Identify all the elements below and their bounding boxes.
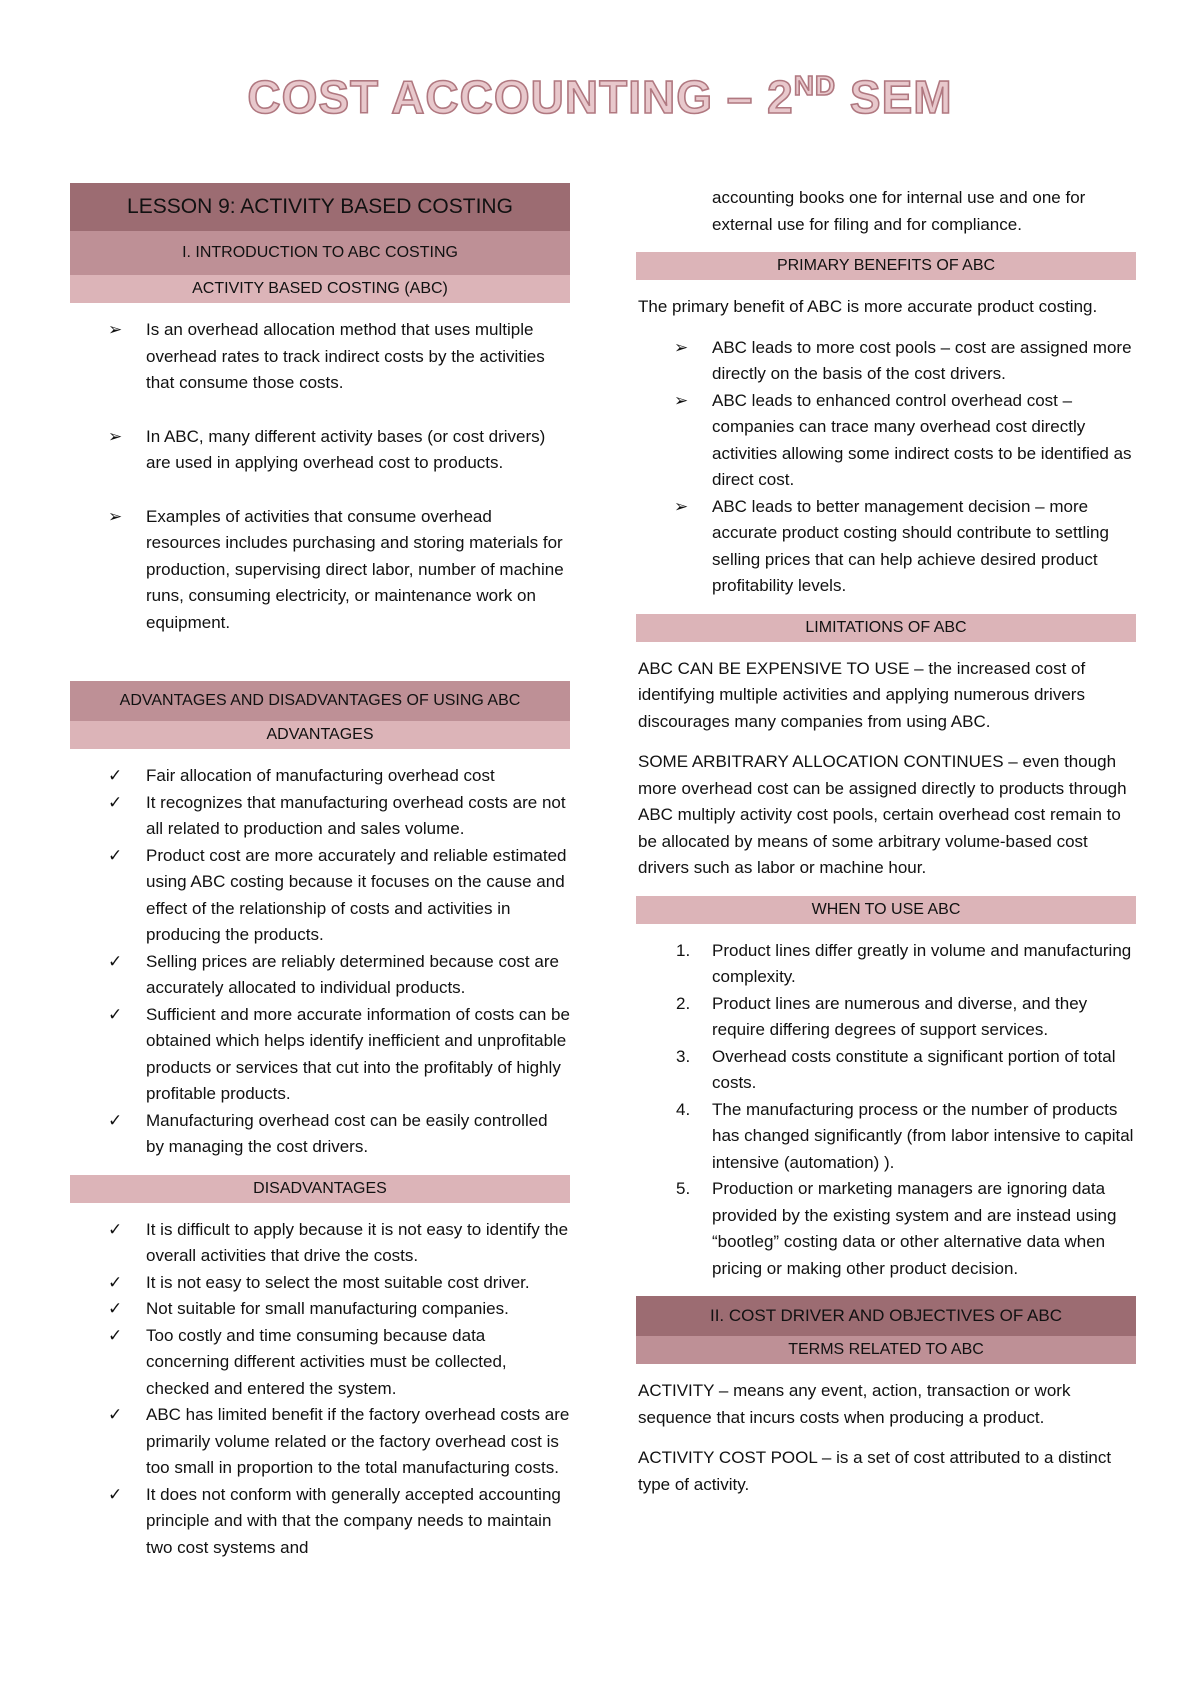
right-column <box>636 185 1136 1498</box>
list-item: 3. Overhead costs constitute a significant portion of total costs. <box>676 1046 1116 1092</box>
check-bullet-icon: ✓ <box>108 1405 123 1424</box>
list-item: ➢ Examples of activities that consume overhead resources includes purchasing and storing materials for production, supervising direct labor, number of machine runs, consuming electricity, or maintenance work on equipment. <box>70 504 570 637</box>
intro-section-title: I. INTRODUCTION TO ABC COSTING <box>70 231 570 275</box>
arrow-bullet-icon: ➢ <box>674 390 689 410</box>
benefits-list <box>636 335 1136 600</box>
list-item: ➢ Is an overhead allocation method that uses multiple overhead rates to track indirect costs by the activities that consume those costs. <box>70 317 570 397</box>
advantages-list <box>70 763 570 1161</box>
disadvantages-title: DISADVANTAGES <box>70 1175 570 1203</box>
check-bullet-icon: ✓ <box>108 1219 123 1239</box>
check-bullet-icon: ✓ <box>108 1272 123 1292</box>
adv-dis-section-title: ADVANTAGES AND DISADVANTAGES OF USING ABC <box>70 681 570 721</box>
abc-definition-list <box>70 317 570 636</box>
cost-driver-section-title: II. COST DRIVER AND OBJECTIVES OF ABC <box>636 1296 1136 1336</box>
lesson-title: LESSON 9: ACTIVITY BASED COSTING <box>70 183 570 231</box>
check-bullet-icon: ✓ <box>108 766 123 785</box>
check-bullet-icon: ✓ <box>108 845 123 865</box>
check-bullet-icon: ✓ <box>108 1299 123 1318</box>
list-item: ✓ It recognizes that manufacturing overhead costs are not all related to production and sales volume. <box>70 790 570 843</box>
list-item: 2. Product lines are numerous and diverse, and they require differing degrees of support services. <box>676 993 1088 1039</box>
limitations-title: LIMITATIONS OF ABC <box>636 614 1136 642</box>
list-item: ✓ Fair allocation of manufacturing overhead cost <box>70 763 570 790</box>
arrow-bullet-icon: ➢ <box>108 320 123 339</box>
limitation-paragraph: SOME ARBITRARY ALLOCATION CONTINUES – even though more overhead cost can be assigned directly to products through ABC multiply activity cost pools, certain overhead cost remain to be allocated by means of some arbitrary volume-based cost drivers such as labor or machine hour. <box>638 752 1127 877</box>
list-item: ✓ Selling prices are reliably determined because cost are accurately allocated to individual products. <box>70 949 570 1002</box>
check-bullet-icon: ✓ <box>108 1325 123 1345</box>
list-item: ➢ ABC leads to more cost pools – cost are assigned more directly on the basis of the cost drivers. <box>636 335 1136 388</box>
disadvantages-list <box>70 1217 570 1562</box>
list-item: 5. Production or marketing managers are ignoring data provided by the existing system and are instead using “bootleg” costing data or other alternative data when pricing or making other product decision. <box>676 1179 1117 1278</box>
abc-definition-title: ACTIVITY BASED COSTING (ABC) <box>70 275 570 303</box>
term-paragraph: ACTIVITY – means any event, action, transaction or work sequence that incurs costs when producing a product. <box>638 1381 1071 1427</box>
list-item: ✓ Too costly and time consuming because data concerning different activities must be collected, checked and entered the system. <box>70 1323 570 1403</box>
check-bullet-icon: ✓ <box>108 1110 123 1130</box>
when-to-use-title: WHEN TO USE ABC <box>636 896 1136 924</box>
list-item: ➢ ABC leads to enhanced control overhead cost – companies can trace many overhead cost directly activities allowing some indirect costs to be identified as direct cost. <box>636 388 1136 494</box>
check-bullet-icon: ✓ <box>108 951 123 971</box>
continued-text: accounting books one for internal use and one for external use for filing and for compliance. <box>712 188 1086 234</box>
list-item: ✓ It is not easy to select the most suitable cost driver. <box>70 1270 570 1297</box>
when-to-use-list <box>636 938 1136 1283</box>
benefits-intro: The primary benefit of ABC is more accurate product costing. <box>638 297 1098 316</box>
arrow-bullet-icon: ➢ <box>674 496 689 516</box>
limitation-paragraph: ABC CAN BE EXPENSIVE TO USE – the increased cost of identifying multiple activities and applying numerous drivers discourages many companies from using ABC. <box>638 658 1086 731</box>
page-title: COST ACCOUNTING – 2ND SEM <box>247 70 953 123</box>
list-item: ➢ ABC leads to better management decision – more accurate product costing should contribute to settling selling prices that can help achieve desired product profitability levels. <box>636 494 1136 600</box>
terms-title: TERMS RELATED TO ABC <box>636 1336 1136 1364</box>
list-item: ✓ ABC has limited benefit if the factory overhead costs are primarily volume related or the factory overhead cost is too small in proportion to the total manufacturing costs. <box>70 1402 570 1482</box>
check-bullet-icon: ✓ <box>108 1484 123 1504</box>
list-item: ➢ In ABC, many different activity bases (or cost drivers) are used in applying overhead cost to products. <box>70 424 570 477</box>
check-bullet-icon: ✓ <box>108 1004 123 1024</box>
list-item: 4. The manufacturing process or the number of products has changed significantly (from labor intensive to capital intensive (automation) ). <box>676 1099 1134 1172</box>
list-item: 1. Product lines differ greatly in volume and manufacturing complexity. <box>676 940 1132 986</box>
arrow-bullet-icon: ➢ <box>108 426 123 446</box>
arrow-bullet-icon: ➢ <box>674 337 689 357</box>
list-item: ✓ Product cost are more accurately and reliable estimated using ABC costing because it focuses on the cause and effect of the relationship of costs and activities in producing the products. <box>70 843 570 949</box>
list-item: ✓ Sufficient and more accurate information of costs can be obtained which helps identify inefficient and unprofitable products or services that cut into the profitably of highly profitable products. <box>70 1002 570 1108</box>
list-item: ✓ It is difficult to apply because it is not easy to identify the overall activities that drive the costs. <box>70 1217 570 1270</box>
term-paragraph: ACTIVITY COST POOL – is a set of cost attributed to a distinct type of activity. <box>638 1448 1112 1494</box>
left-column <box>70 183 570 1561</box>
list-item: ✓ Not suitable for small manufacturing companies. <box>70 1296 570 1323</box>
list-item: ✓ It does not conform with generally accepted accounting principle and with that the company needs to maintain two cost systems and <box>70 1482 570 1562</box>
advantages-title: ADVANTAGES <box>70 721 570 749</box>
list-item: ✓ Manufacturing overhead cost can be easily controlled by managing the cost drivers. <box>70 1108 570 1161</box>
benefits-title: PRIMARY BENEFITS OF ABC <box>636 252 1136 280</box>
check-bullet-icon: ✓ <box>108 792 123 812</box>
arrow-bullet-icon: ➢ <box>108 506 123 526</box>
